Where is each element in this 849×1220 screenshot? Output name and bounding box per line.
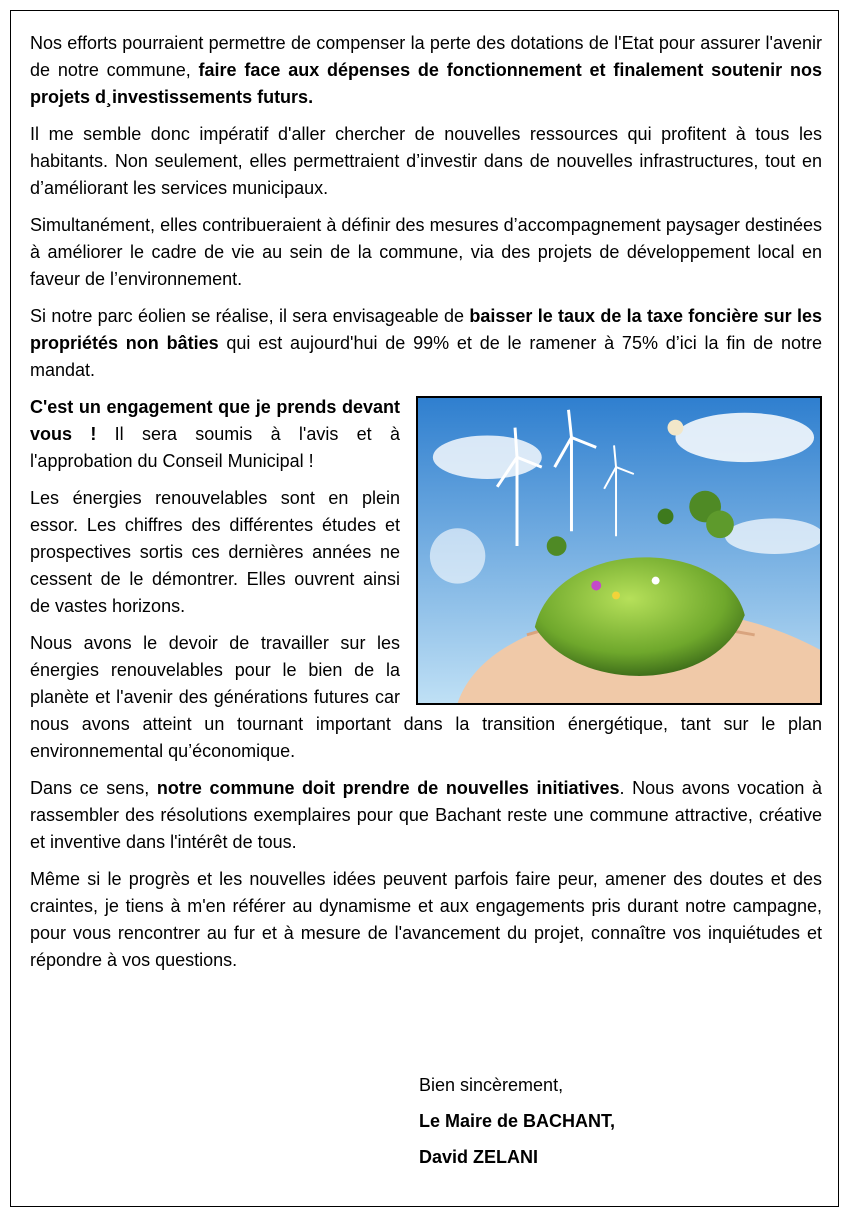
paragraph-4-text: Si notre parc éolien se réalise, il sera envisageable de — [30, 306, 470, 326]
paragraph-4-bold: baisser le taux de la taxe foncière sur les propriétés non bâties — [30, 306, 822, 353]
paragraph-8-text-end: . Nous avons vocation à rassembler des résolutions exemplaires pour que Bachant reste une commune attractive, créative et inventive dans l'intérêt de tous. — [30, 778, 822, 852]
letter-body — [30, 30, 822, 984]
paragraph-8-bold: notre commune doit prendre de nouvelles initiatives — [156, 778, 620, 798]
signer-title: Le Maire de BACHANT, — [419, 1111, 616, 1131]
paragraph-3: Simultanément, elles contribueraient à définir des mesures d’accompagnement paysager destinées à améliorer le cadre de vie au sein de la commune, via des projets de développement local en faveur de l’environnement. — [30, 215, 822, 289]
paragraph-4-text-end: qui est aujourd'hui de 99% et de le ramener à 75% d’ici la fin de notre mandat. — [30, 333, 822, 380]
earth-in-hand-image — [416, 396, 822, 705]
closing-line: Bien sincèrement, — [419, 1075, 564, 1095]
paragraph-1-bold: faire face aux dépenses de fonctionnement et finalement soutenir nos projets d¸investissements futurs. — [30, 60, 822, 107]
signer-name: David ZELANI — [419, 1147, 539, 1167]
paragraph-1-text: Nos efforts pourraient permettre de compenser la perte des dotations de l'Etat pour assurer l'avenir de notre commune, — [30, 33, 822, 80]
paragraph-5-bold: C'est un engagement que je prends devant vous ! — [30, 397, 400, 444]
paragraph-5-text: Il sera soumis à l'avis et à l'approbation du Conseil Municipal ! — [30, 424, 401, 471]
paragraph-7: Nous avons le devoir de travailler sur les énergies renouvelables pour le bien de la planète et l'avenir des générations futures car nous avons atteint un tournant important dans la transition énergétique, tant sur le plan environnemental qu’économique. — [30, 633, 822, 761]
paragraph-8-text: Dans ce sens, — [30, 778, 157, 798]
paragraph-1 — [30, 30, 822, 111]
paragraph-4 — [30, 303, 822, 384]
paragraph-9: Même si le progrès et les nouvelles idées peuvent parfois faire peur, amener des doutes et des craintes, je tiens à m'en référer au dynamisme et aux engagements pris durant notre campagne, pour vous rencontrer au fur et à mesure de l'avancement du projet, connaître vos inquiétudes et répondre à vos questions. — [30, 869, 822, 970]
paragraph-8 — [30, 775, 822, 856]
paragraph-2: Il me semble donc impératif d'aller chercher de nouvelles ressources qui profitent à tous les habitants. Non seulement, elles permettraient d’investir dans de nouvelles infrastructures, tout en d’améliorant les services municipaux. — [30, 124, 822, 198]
signature-block — [419, 1067, 615, 1175]
paragraph-6: Les énergies renouvelables sont en plein essor. Les chiffres des différentes études et prospectives sortis ces dernières années ne cessent de le démontrer. Elles ouvrent ainsi de vastes horizons. — [30, 488, 400, 616]
